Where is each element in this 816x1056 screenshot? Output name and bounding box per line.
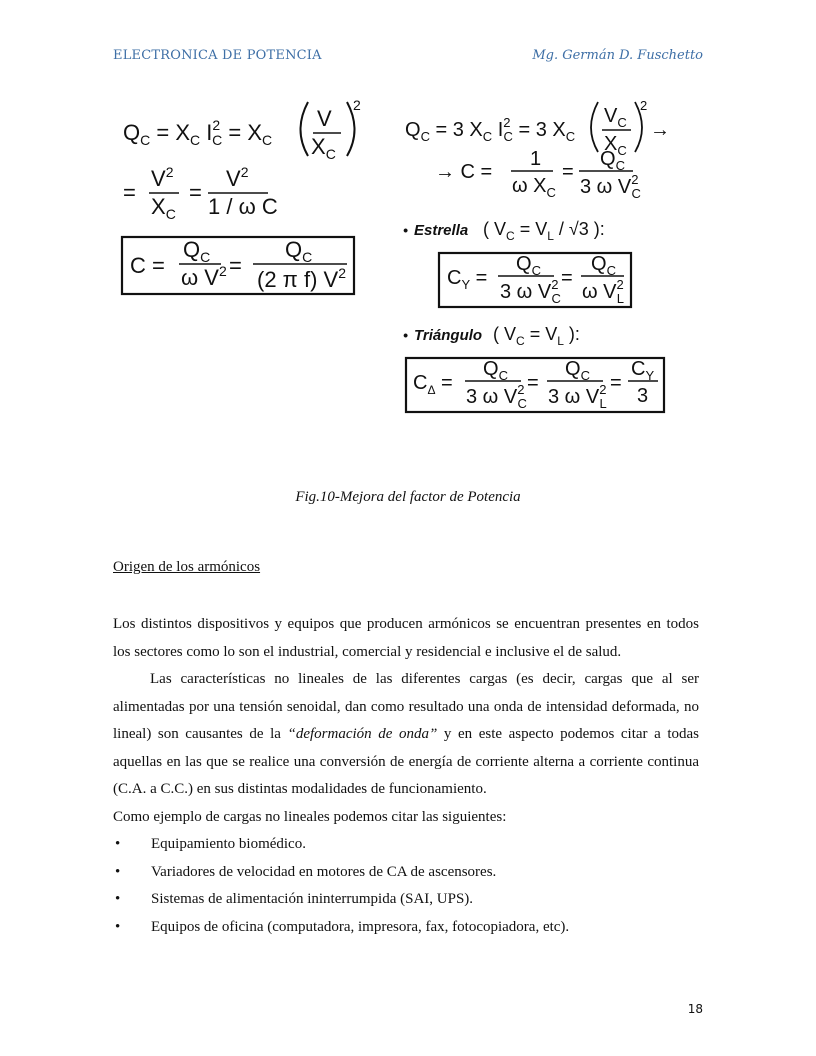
list-item [113,886,699,914]
section-title: Origen de los armónicos [113,559,261,575]
estrella-label: Estrella [414,222,469,239]
svg-text:=: = [527,372,539,394]
formula-c-box [122,237,354,294]
formula-triangulo-header [403,324,580,348]
header-author: Mg. Germán D. Fuschetto [532,48,703,63]
svg-text:V2: $V^2$ [226,164,249,191]
paragraph-1: Los distintos dispositivos y equipos que producen armónicos se encuentran presentes en todos los sectores como lo son el industrial, comercial y residencial e inclusive el de salud. [113,616,699,660]
svg-text:QC: $Q_C$ [285,237,313,265]
svg-text:XC: $X_C$ [604,133,627,158]
svg-text:=: = [229,253,242,278]
svg-text:ω V2: ω $V^2$ [181,263,227,290]
svg-text:→ C =: → C = [435,161,493,183]
svg-text:=: = [123,180,136,205]
svg-text:( VC = VL ):: ( $V_C = V_L$ ): [493,324,580,348]
svg-text:QC = XC I2C = XC: $Q_C = X_C$ $I^2$ $C = X_C$ [123,117,273,148]
svg-text:3 ω V2C: 3 ω $V^2$ C [580,172,641,201]
svg-text:→: → [650,119,670,141]
svg-text:QC: $Q_C$ [183,237,211,265]
svg-text:( VC = VL / √3 ):: ( $V_C = V_L / √3$ ): [483,219,605,243]
bullet-icon: • [115,891,121,907]
list-item [113,914,699,942]
bullet-icon: • [115,863,121,880]
triangulo-label: Triángulo [414,327,483,344]
paragraph-2-quote: “deformación de onda” [287,726,438,742]
svg-text:CY =: $C_Y$ = [447,267,488,292]
svg-text:2: 2 [353,97,361,113]
formula-cy-box [439,253,631,307]
svg-text:ω XC: ω $X_C$ [512,175,556,200]
svg-text:QC: $Q_C$ [483,358,508,383]
svg-text:=: = [562,161,574,183]
list-item [113,831,699,859]
list-item [113,859,699,887]
formula-figure [113,92,703,432]
page-number: 18 [687,1002,703,1016]
list-item-text: Variadores de velocidad en motores de CA de ascensores. [151,863,497,880]
svg-text:3: 3 [637,385,649,407]
svg-text:1 / ω C: 1 / ω C [208,194,278,219]
bullet-icon: • [115,918,121,935]
body-text [113,611,699,941]
page-header [113,48,703,68]
svg-text:VC: $V_C$ [604,105,627,130]
paragraph-2 [113,666,699,804]
svg-text:V: V [317,106,332,131]
svg-text:V2: $V^2$ [151,164,174,191]
svg-text:ω V2L: ω $V^2$ L [582,277,624,306]
svg-text:QC: $Q_C$ [600,148,625,173]
svg-text:QC: $Q_C$ [591,253,616,278]
paragraph-2-part-2: y en este aspecto podemos citar a todas aquellas en las que se realice una conversión de energía de corriente alterna a corriente continua (C.A. a C.C.) en sus distintas modalidades de funcionamiento. [113,726,699,797]
svg-text:3 ω V2L: 3 ω $V^2$ L [548,382,607,411]
svg-text:3 ω V2C: 3 ω $V^2$ C [466,382,527,411]
paragraph-2-part-1: Las características no lineales de las diferentes cargas (es decir, cargas que al ser alimentadas por una tensión senoidal, dan como resultado una onda de intensidad deformada, no lineal) son causantes de la [113,671,699,742]
formula-c-right [435,148,641,201]
formula-v2-left [123,164,278,222]
svg-text:QC: $Q_C$ [516,253,541,278]
svg-text:(2 π f) V2: (2 π f) $V^2$ [257,265,346,292]
svg-text:•: • [403,222,408,238]
figure-caption: Fig.10-Mejora del factor de Potencia [295,489,521,505]
svg-text:=: = [610,372,622,394]
header-title: ELECTRONICA DE POTENCIA [113,48,322,63]
list-item-text: Equipos de oficina (computadora, impresora, fax, fotocopiadora, etc). [151,918,570,935]
svg-text:XC: $X_C$ [311,134,336,162]
bullet-icon: • [115,836,121,852]
formula-estrella-header [403,219,605,243]
paragraph-3: Como ejemplo de cargas no lineales podemos citar las siguientes: [113,808,507,825]
svg-text:XC: $X_C$ [151,194,176,222]
svg-text:=: = [189,180,202,205]
svg-text:QC: $Q_C$ [565,358,590,383]
svg-text:CY: $C_Y$ [631,358,655,383]
svg-text:CΔ =: $C_\Delta$ = [413,372,453,397]
formula-qc-left [123,97,361,162]
list-item-text: Sistemas de alimentación ininterrumpida (SAI, UPS). [151,891,474,907]
svg-text:2: 2 [640,98,648,113]
svg-text:1: 1 [530,148,542,170]
formula-cdelta-box [406,358,664,412]
svg-text:QC = 3 XC I2C = 3 XC: $Q_C = 3$ $X_C$ $I^2$ C = 3 $X_C$ [405,115,576,144]
svg-text:C =: C = [130,253,165,278]
svg-text:=: = [561,267,573,289]
list-item-text: Equipamiento biomédico. [151,836,306,852]
svg-text:3 ω V2C: 3 ω $V^2$ C [500,277,561,306]
svg-text:•: • [403,327,408,343]
